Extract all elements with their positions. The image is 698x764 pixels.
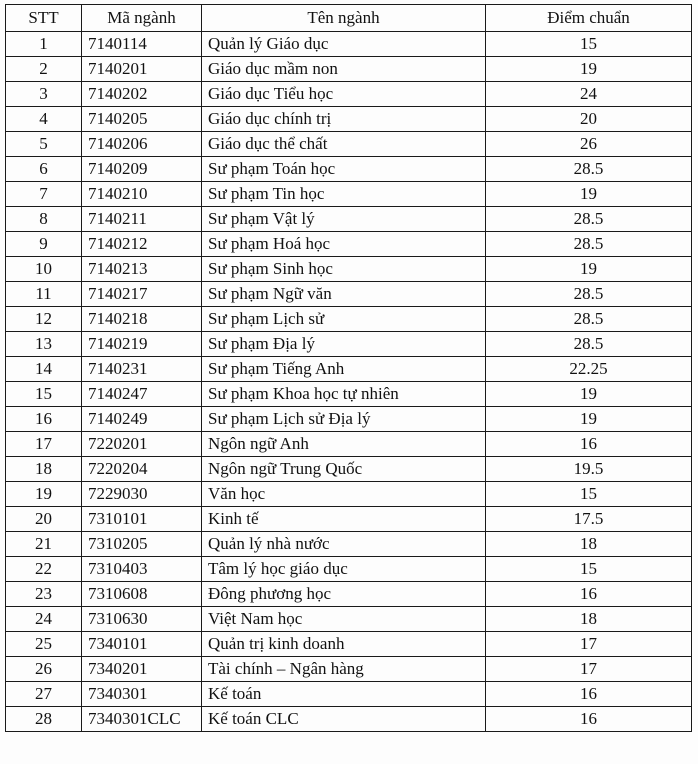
cell-major-name: Sư phạm Lịch sử Địa lý xyxy=(202,407,486,432)
cell-major-name: Văn học xyxy=(202,482,486,507)
header-benchmark-score: Điểm chuẩn xyxy=(486,5,692,32)
cell-stt: 11 xyxy=(6,282,82,307)
table-header-row xyxy=(6,5,692,32)
table-row xyxy=(6,657,692,682)
table-row xyxy=(6,707,692,732)
cell-benchmark-score: 16 xyxy=(486,432,692,457)
table-row xyxy=(6,82,692,107)
table-row xyxy=(6,607,692,632)
cell-stt: 12 xyxy=(6,307,82,332)
cell-benchmark-score: 15 xyxy=(486,482,692,507)
cell-major-code: 7340301 xyxy=(82,682,202,707)
cell-stt: 24 xyxy=(6,607,82,632)
header-major-name: Tên ngành xyxy=(202,5,486,32)
table-body xyxy=(6,32,692,732)
cell-major-code: 7220201 xyxy=(82,432,202,457)
cell-major-code: 7140201 xyxy=(82,57,202,82)
cell-stt: 6 xyxy=(6,157,82,182)
cell-major-code: 7340201 xyxy=(82,657,202,682)
table-row xyxy=(6,582,692,607)
table-row xyxy=(6,682,692,707)
cell-major-code: 7140202 xyxy=(82,82,202,107)
cell-major-code: 7140206 xyxy=(82,132,202,157)
cell-major-code: 7229030 xyxy=(82,482,202,507)
cell-major-code: 7140213 xyxy=(82,257,202,282)
cell-major-code: 7140210 xyxy=(82,182,202,207)
cell-major-name: Sư phạm Tin học xyxy=(202,182,486,207)
cell-stt: 20 xyxy=(6,507,82,532)
cell-major-name: Sư phạm Hoá học xyxy=(202,232,486,257)
cell-stt: 5 xyxy=(6,132,82,157)
cell-benchmark-score: 15 xyxy=(486,557,692,582)
cell-stt: 16 xyxy=(6,407,82,432)
cell-major-name: Quản lý nhà nước xyxy=(202,532,486,557)
cell-stt: 27 xyxy=(6,682,82,707)
cell-benchmark-score: 28.5 xyxy=(486,232,692,257)
cell-benchmark-score: 19.5 xyxy=(486,457,692,482)
cell-major-code: 7140114 xyxy=(82,32,202,57)
cell-major-name: Kế toán xyxy=(202,682,486,707)
cell-major-name: Giáo dục Tiểu học xyxy=(202,82,486,107)
cell-major-name: Sư phạm Sinh học xyxy=(202,257,486,282)
header-stt: STT xyxy=(6,5,82,32)
cell-major-name: Việt Nam học xyxy=(202,607,486,632)
cell-benchmark-score: 24 xyxy=(486,82,692,107)
cell-benchmark-score: 28.5 xyxy=(486,207,692,232)
table-row xyxy=(6,557,692,582)
cell-major-code: 7220204 xyxy=(82,457,202,482)
cell-benchmark-score: 28.5 xyxy=(486,157,692,182)
cell-major-name: Sư phạm Tiếng Anh xyxy=(202,357,486,382)
table-row xyxy=(6,632,692,657)
table-row xyxy=(6,282,692,307)
cell-benchmark-score: 15 xyxy=(486,32,692,57)
table-row xyxy=(6,307,692,332)
header-major-code: Mã ngành xyxy=(82,5,202,32)
cell-major-name: Sư phạm Địa lý xyxy=(202,332,486,357)
table-row xyxy=(6,182,692,207)
admission-scores-table xyxy=(5,4,692,732)
cell-benchmark-score: 26 xyxy=(486,132,692,157)
cell-major-name: Đông phương học xyxy=(202,582,486,607)
cell-major-code: 7140247 xyxy=(82,382,202,407)
cell-benchmark-score: 19 xyxy=(486,382,692,407)
cell-major-code: 7340301CLC xyxy=(82,707,202,732)
table-row xyxy=(6,482,692,507)
table-row xyxy=(6,32,692,57)
cell-major-name: Ngôn ngữ Trung Quốc xyxy=(202,457,486,482)
table-row xyxy=(6,357,692,382)
cell-major-name: Tâm lý học giáo dục xyxy=(202,557,486,582)
table-row xyxy=(6,507,692,532)
cell-benchmark-score: 19 xyxy=(486,257,692,282)
cell-major-code: 7140209 xyxy=(82,157,202,182)
cell-major-code: 7310403 xyxy=(82,557,202,582)
cell-stt: 7 xyxy=(6,182,82,207)
cell-stt: 8 xyxy=(6,207,82,232)
table-row xyxy=(6,107,692,132)
cell-benchmark-score: 17 xyxy=(486,632,692,657)
cell-major-code: 7340101 xyxy=(82,632,202,657)
cell-stt: 17 xyxy=(6,432,82,457)
cell-major-name: Giáo dục mầm non xyxy=(202,57,486,82)
cell-stt: 28 xyxy=(6,707,82,732)
cell-major-name: Giáo dục chính trị xyxy=(202,107,486,132)
cell-stt: 22 xyxy=(6,557,82,582)
cell-benchmark-score: 28.5 xyxy=(486,282,692,307)
cell-major-code: 7310608 xyxy=(82,582,202,607)
table-row xyxy=(6,207,692,232)
cell-stt: 1 xyxy=(6,32,82,57)
cell-major-code: 7140217 xyxy=(82,282,202,307)
table-row xyxy=(6,57,692,82)
cell-benchmark-score: 19 xyxy=(486,182,692,207)
cell-stt: 4 xyxy=(6,107,82,132)
table-row xyxy=(6,432,692,457)
cell-major-code: 7140218 xyxy=(82,307,202,332)
cell-benchmark-score: 17 xyxy=(486,657,692,682)
cell-stt: 21 xyxy=(6,532,82,557)
table-row xyxy=(6,532,692,557)
cell-stt: 2 xyxy=(6,57,82,82)
cell-stt: 9 xyxy=(6,232,82,257)
cell-benchmark-score: 22.25 xyxy=(486,357,692,382)
cell-benchmark-score: 19 xyxy=(486,57,692,82)
cell-benchmark-score: 16 xyxy=(486,707,692,732)
cell-major-name: Sư phạm Lịch sử xyxy=(202,307,486,332)
cell-major-name: Ngôn ngữ Anh xyxy=(202,432,486,457)
cell-stt: 18 xyxy=(6,457,82,482)
table-row xyxy=(6,332,692,357)
cell-stt: 14 xyxy=(6,357,82,382)
cell-benchmark-score: 16 xyxy=(486,682,692,707)
table-row xyxy=(6,257,692,282)
cell-major-code: 7310630 xyxy=(82,607,202,632)
cell-stt: 23 xyxy=(6,582,82,607)
cell-stt: 26 xyxy=(6,657,82,682)
cell-major-name: Kinh tế xyxy=(202,507,486,532)
cell-major-name: Giáo dục thể chất xyxy=(202,132,486,157)
table-row xyxy=(6,157,692,182)
cell-major-code: 7140231 xyxy=(82,357,202,382)
cell-major-code: 7140249 xyxy=(82,407,202,432)
cell-benchmark-score: 28.5 xyxy=(486,307,692,332)
cell-major-code: 7310101 xyxy=(82,507,202,532)
cell-stt: 19 xyxy=(6,482,82,507)
cell-benchmark-score: 18 xyxy=(486,607,692,632)
table-row xyxy=(6,457,692,482)
table-row xyxy=(6,132,692,157)
cell-benchmark-score: 28.5 xyxy=(486,332,692,357)
table-row xyxy=(6,382,692,407)
cell-stt: 13 xyxy=(6,332,82,357)
cell-benchmark-score: 17.5 xyxy=(486,507,692,532)
cell-major-name: Quản trị kinh doanh xyxy=(202,632,486,657)
cell-stt: 10 xyxy=(6,257,82,282)
table-row xyxy=(6,232,692,257)
cell-stt: 3 xyxy=(6,82,82,107)
cell-major-name: Kế toán CLC xyxy=(202,707,486,732)
cell-benchmark-score: 16 xyxy=(486,582,692,607)
cell-major-code: 7140205 xyxy=(82,107,202,132)
table-row xyxy=(6,407,692,432)
cell-major-name: Sư phạm Vật lý xyxy=(202,207,486,232)
cell-major-code: 7140212 xyxy=(82,232,202,257)
cell-major-code: 7140219 xyxy=(82,332,202,357)
cell-major-name: Quản lý Giáo dục xyxy=(202,32,486,57)
cell-major-name: Sư phạm Khoa học tự nhiên xyxy=(202,382,486,407)
cell-benchmark-score: 20 xyxy=(486,107,692,132)
cell-major-code: 7310205 xyxy=(82,532,202,557)
cell-benchmark-score: 18 xyxy=(486,532,692,557)
cell-major-name: Tài chính – Ngân hàng xyxy=(202,657,486,682)
cell-major-code: 7140211 xyxy=(82,207,202,232)
cell-stt: 25 xyxy=(6,632,82,657)
cell-stt: 15 xyxy=(6,382,82,407)
cell-major-name: Sư phạm Ngữ văn xyxy=(202,282,486,307)
cell-major-name: Sư phạm Toán học xyxy=(202,157,486,182)
cell-benchmark-score: 19 xyxy=(486,407,692,432)
